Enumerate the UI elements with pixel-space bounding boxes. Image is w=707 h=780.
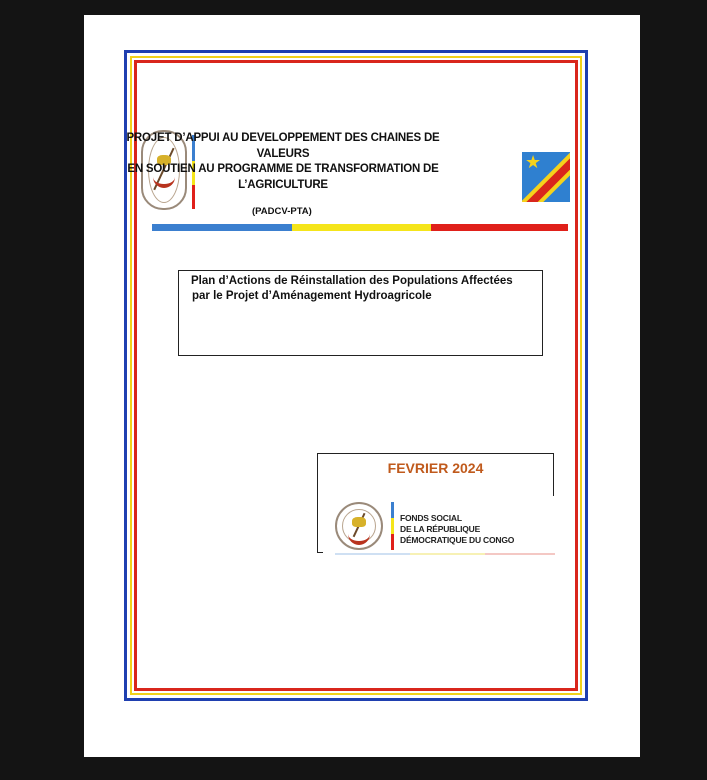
document-page [84,15,640,757]
stripe-yellow [292,224,431,231]
project-title-line-1: PROJET D’APPUI AU DEVELOPPEMENT DES CHAINES DE VALEURS [126,132,440,160]
plan-title-box [178,270,543,356]
plan-title-line-1: Plan d’Actions de Réinstallation des Populations Affectées [191,275,513,287]
flag-star: ★ [525,152,542,172]
date-box [317,453,554,553]
project-title-line-2: EN SOUTIEN AU PROGRAMME DE TRANSFORMATION DE [127,163,439,175]
presidency-seal-icon [335,502,383,550]
fsrdc-underline-blue [335,553,410,555]
fsrdc-bar-blue [391,502,394,518]
drc-flag-icon [522,152,570,202]
fsrdc-line-3: DÉMOCRATIQUE DU CONGO [400,535,515,545]
fsrdc-underline-red [485,553,555,555]
stripe-red [431,224,568,231]
fsrdc-logo [323,496,558,556]
fsrdc-line-1: FONDS SOCIAL [400,513,462,523]
fsrdc-bar-red [391,534,394,550]
publication-date: FEVRIER 2024 [387,460,484,476]
seal-shield [348,525,370,545]
stripe-blue [152,224,292,231]
fsrdc-underline-yellow [410,553,485,555]
plan-title-line-2: par le Projet d’Aménagement Hydroagricole [192,290,432,302]
project-title-line-3: L’AGRICULTURE [238,178,328,191]
project-title [118,131,448,193]
fsrdc-line-2: DE LA RÉPUBLIQUE [400,524,481,534]
fsrdc-bar-yellow [391,518,394,534]
fsrdc-name [400,513,514,546]
project-acronym: (PADCV-PTA) [252,206,312,217]
